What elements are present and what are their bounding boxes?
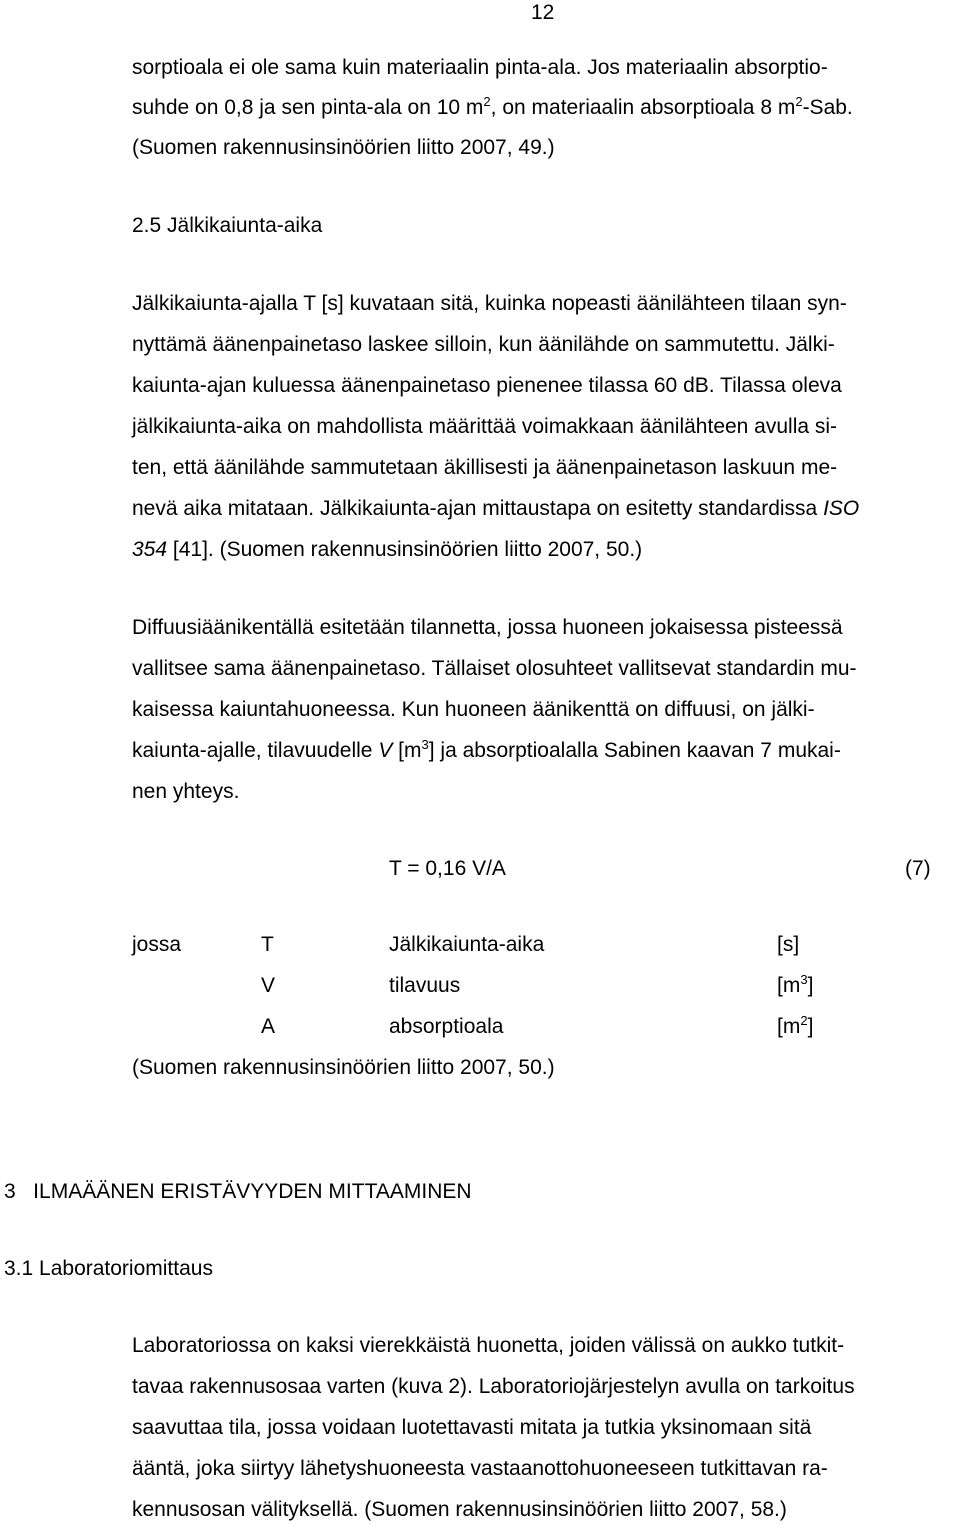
legend-name: absorptioala bbox=[389, 1015, 504, 1038]
superscript: 2 bbox=[795, 94, 803, 109]
paragraph-line bbox=[132, 737, 841, 762]
unit-text: ] bbox=[807, 974, 814, 997]
unit-text: [s] bbox=[777, 933, 800, 956]
paragraph-line: ääntä, joka siirtyy lähetyshuoneesta vastaanottohuoneeseen tutkittavan ra- bbox=[132, 1457, 828, 1480]
paragraph-text: ] ja absorptioalalla Sabinen kaavan 7 mukai- bbox=[428, 739, 841, 762]
paragraph-line: saavuttaa tila, jossa voidaan luotettavasti mitata ja tutkia yksinomaan sitä bbox=[132, 1416, 812, 1439]
unit-text: [m bbox=[777, 974, 801, 997]
variable-v: V bbox=[378, 739, 393, 762]
paragraph-line: Laboratoriossa on kaksi vierekkäistä huonetta, joiden välissä on aukko tutkit- bbox=[132, 1334, 845, 1357]
paragraph-text: [m bbox=[392, 739, 422, 762]
paragraph-line: Diffuusiäänikentällä esitetään tilannetta, jossa huoneen jokaisessa pisteessä bbox=[132, 616, 843, 639]
intro-line-2-text-a: suhde on 0,8 ja sen pinta-ala on 10 m bbox=[132, 96, 484, 119]
paragraph-line bbox=[132, 539, 642, 560]
intro-line-1: sorptioala ei ole sama kuin materiaalin pinta-ala. Jos materiaalin absorptio- bbox=[132, 56, 828, 79]
page-number: 12 bbox=[531, 1, 555, 24]
unit-text: [m bbox=[777, 1015, 801, 1038]
paragraph-line: Jälkikaiunta-ajalla T [s] kuvataan sitä, kuinka nopeasti äänilähteen tilaan syn- bbox=[132, 292, 847, 315]
legend-symbol: V bbox=[261, 974, 276, 997]
legend-intro: jossa bbox=[132, 933, 182, 956]
intro-line-2-text-b: , on materiaalin absorptioala 8 m bbox=[490, 96, 796, 119]
superscript: 2 bbox=[800, 1013, 808, 1028]
formula: T = 0,16 V/A bbox=[389, 857, 506, 880]
paragraph-line: kaiunta-ajan kuluessa äänenpainetaso pienenee tilassa 60 dB. Tilassa oleva bbox=[132, 374, 842, 397]
legend-symbol: A bbox=[261, 1015, 276, 1038]
paragraph-line: kaisessa kaiuntahuoneessa. Kun huoneen äänikenttä on diffuusi, on jälki- bbox=[132, 698, 815, 721]
paragraph-line: vallitsee sama äänenpainetaso. Tällaiset olosuhteet vallitsevat standardin mu- bbox=[132, 657, 857, 680]
unit-text: ] bbox=[807, 1015, 814, 1038]
standard-reference: ISO bbox=[823, 497, 860, 520]
legend-symbol: T bbox=[261, 933, 274, 956]
legend-unit bbox=[777, 972, 814, 997]
formula-number: (7) bbox=[905, 857, 931, 880]
paragraph-line bbox=[132, 498, 859, 519]
section-heading: 2.5 Jälkikaiunta-aika bbox=[132, 214, 323, 237]
intro-line-2-text-c: -Sab. bbox=[802, 96, 853, 119]
superscript: 3 bbox=[421, 737, 429, 752]
paragraph-line: jälkikaiunta-aika on mahdollista määrittää voimakkaan äänilähteen avulla si- bbox=[132, 415, 838, 438]
paragraph-line: nen yhteys. bbox=[132, 780, 240, 803]
legend-name: tilavuus bbox=[389, 974, 461, 997]
section-heading: 3.1 Laboratoriomittaus bbox=[4, 1257, 213, 1280]
superscript: 2 bbox=[483, 94, 491, 109]
superscript: 3 bbox=[800, 972, 808, 987]
paragraph-line: kennusosan välityksellä. (Suomen rakennusinsinöörien liitto 2007, 58.) bbox=[132, 1498, 787, 1521]
paragraph-text: kaiunta-ajalle, tilavuudelle bbox=[132, 739, 379, 762]
paragraph-text: [41]. (Suomen rakennusinsinöörien liitto 2007, 50.) bbox=[167, 538, 643, 561]
legend-name: Jälkikaiunta-aika bbox=[389, 933, 545, 956]
paragraph-line: ten, että äänilähde sammutetaan äkillisesti ja äänenpainetason laskuun me- bbox=[132, 456, 838, 479]
intro-line-3: (Suomen rakennusinsinöörien liitto 2007, 49.) bbox=[132, 136, 555, 159]
legend-unit bbox=[777, 1013, 814, 1038]
intro-line-2 bbox=[132, 94, 853, 119]
paragraph-line: tavaa rakennusosaa varten (kuva 2). Laboratoriojärjestelyn avulla on tarkoitus bbox=[132, 1375, 855, 1398]
legend-unit bbox=[777, 934, 799, 955]
paragraph-line: nyttämä äänenpainetaso laskee silloin, kun äänilähde on sammutettu. Jälki- bbox=[132, 333, 835, 356]
chapter-heading: 3 ILMAÄÄNEN ERISTÄVYYDEN MITTAAMINEN bbox=[4, 1180, 472, 1203]
standard-number: 354 bbox=[132, 538, 168, 561]
paragraph-text: nevä aika mitataan. Jälkikaiunta-ajan mittaustapa on esitetty standardissa bbox=[132, 497, 818, 520]
legend-source: (Suomen rakennusinsinöörien liitto 2007, 50.) bbox=[132, 1056, 555, 1079]
